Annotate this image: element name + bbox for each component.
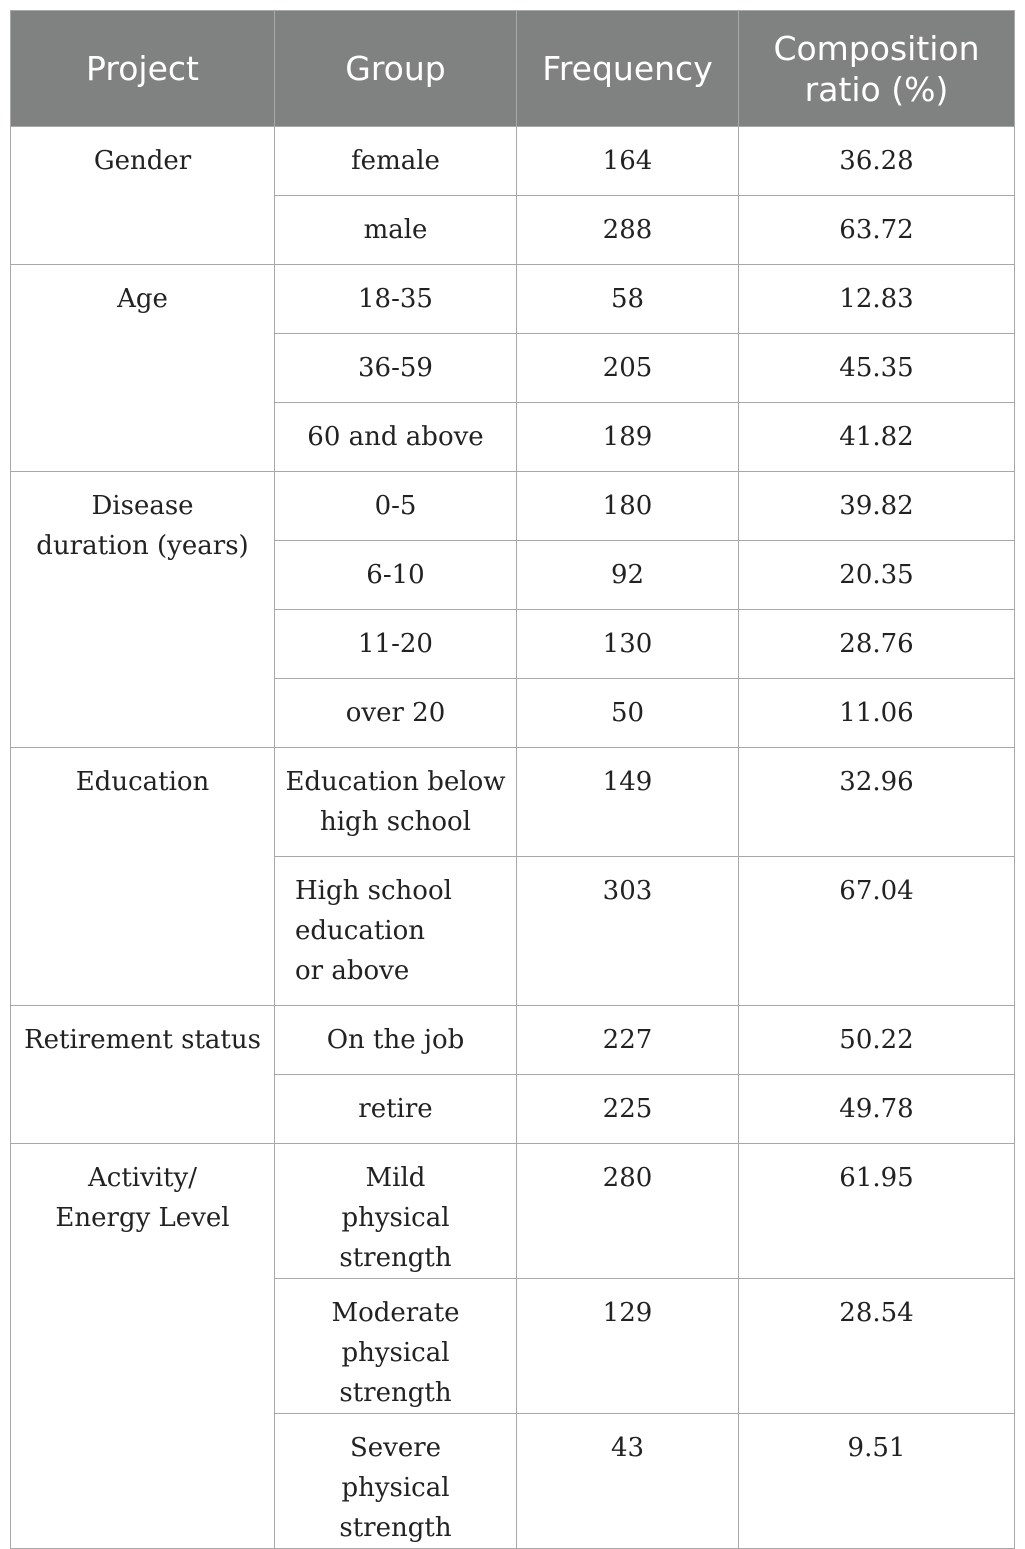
header-project: Project bbox=[11, 11, 275, 127]
group-cell: 60 and above bbox=[275, 403, 517, 472]
group-cell: female bbox=[275, 127, 517, 196]
project-cell-age: Age bbox=[11, 265, 275, 472]
group-cell: Severe physical strength bbox=[275, 1414, 517, 1549]
demographics-table bbox=[10, 10, 1015, 1549]
ratio-cell: 28.76 bbox=[739, 610, 1015, 679]
frequency-cell: 189 bbox=[517, 403, 739, 472]
ratio-cell: 28.54 bbox=[739, 1279, 1015, 1414]
ratio-cell: 41.82 bbox=[739, 403, 1015, 472]
project-cell-gender: Gender bbox=[11, 127, 275, 265]
table-row bbox=[11, 265, 1015, 334]
ratio-cell: 12.83 bbox=[739, 265, 1015, 334]
ratio-cell: 39.82 bbox=[739, 472, 1015, 541]
group-cell: 11-20 bbox=[275, 610, 517, 679]
ratio-cell: 50.22 bbox=[739, 1006, 1015, 1075]
frequency-cell: 149 bbox=[517, 748, 739, 857]
group-cell: 18-35 bbox=[275, 265, 517, 334]
frequency-cell: 50 bbox=[517, 679, 739, 748]
project-cell-activity-energy-level: Activity/ Energy Level bbox=[11, 1144, 275, 1549]
table-row bbox=[11, 472, 1015, 541]
header-frequency: Frequency bbox=[517, 11, 739, 127]
group-cell: 6-10 bbox=[275, 541, 517, 610]
ratio-cell: 67.04 bbox=[739, 857, 1015, 1006]
group-cell: 0-5 bbox=[275, 472, 517, 541]
ratio-cell: 49.78 bbox=[739, 1075, 1015, 1144]
frequency-cell: 225 bbox=[517, 1075, 739, 1144]
frequency-cell: 129 bbox=[517, 1279, 739, 1414]
ratio-cell: 11.06 bbox=[739, 679, 1015, 748]
ratio-cell: 45.35 bbox=[739, 334, 1015, 403]
group-cell: On the job bbox=[275, 1006, 517, 1075]
frequency-cell: 205 bbox=[517, 334, 739, 403]
project-cell-retirement-status: Retirement status bbox=[11, 1006, 275, 1144]
table-row bbox=[11, 127, 1015, 196]
group-cell: Education below high school bbox=[275, 748, 517, 857]
project-cell-disease-duration: Disease duration (years) bbox=[11, 472, 275, 748]
group-cell: Mild physical strength bbox=[275, 1144, 517, 1279]
header-composition-ratio: Composition ratio (%) bbox=[739, 11, 1015, 127]
frequency-cell: 58 bbox=[517, 265, 739, 334]
group-cell: over 20 bbox=[275, 679, 517, 748]
ratio-cell: 63.72 bbox=[739, 196, 1015, 265]
frequency-cell: 164 bbox=[517, 127, 739, 196]
frequency-cell: 280 bbox=[517, 1144, 739, 1279]
ratio-cell: 20.35 bbox=[739, 541, 1015, 610]
project-cell-education: Education bbox=[11, 748, 275, 1006]
group-cell: Moderate physical strength bbox=[275, 1279, 517, 1414]
frequency-cell: 227 bbox=[517, 1006, 739, 1075]
group-cell: High school education or above bbox=[275, 857, 517, 1006]
table-row bbox=[11, 1144, 1015, 1279]
frequency-cell: 288 bbox=[517, 196, 739, 265]
frequency-cell: 130 bbox=[517, 610, 739, 679]
ratio-cell: 61.95 bbox=[739, 1144, 1015, 1279]
ratio-cell: 32.96 bbox=[739, 748, 1015, 857]
frequency-cell: 43 bbox=[517, 1414, 739, 1549]
header-row bbox=[11, 11, 1015, 127]
frequency-cell: 180 bbox=[517, 472, 739, 541]
frequency-cell: 92 bbox=[517, 541, 739, 610]
group-cell: retire bbox=[275, 1075, 517, 1144]
group-cell: male bbox=[275, 196, 517, 265]
table-row bbox=[11, 1006, 1015, 1075]
frequency-cell: 303 bbox=[517, 857, 739, 1006]
header-group: Group bbox=[275, 11, 517, 127]
ratio-cell: 9.51 bbox=[739, 1414, 1015, 1549]
group-cell: 36-59 bbox=[275, 334, 517, 403]
table-row bbox=[11, 748, 1015, 857]
ratio-cell: 36.28 bbox=[739, 127, 1015, 196]
